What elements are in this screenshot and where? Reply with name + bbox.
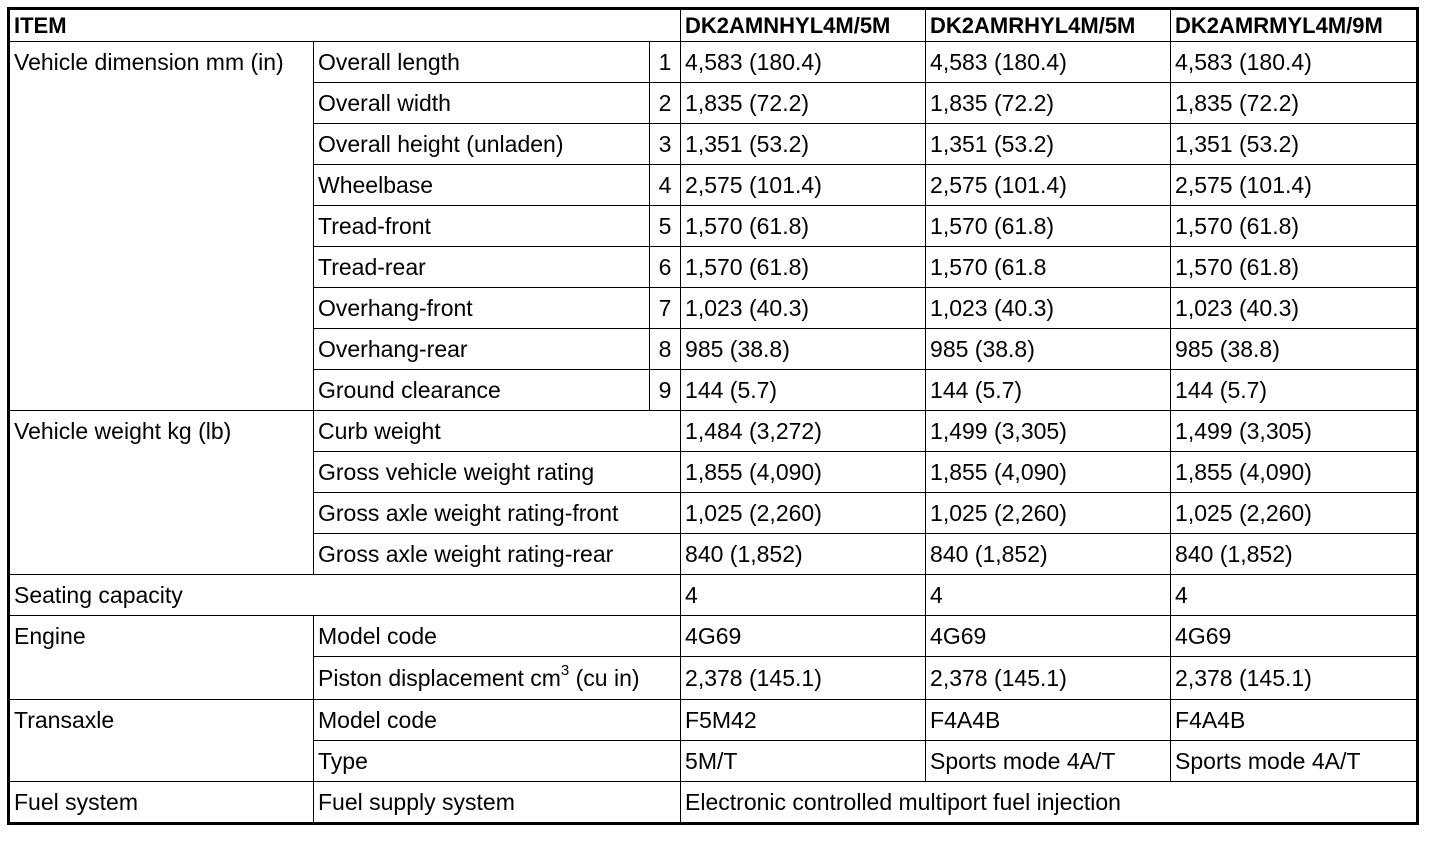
row-label: Gross vehicle weight rating	[314, 452, 681, 493]
table-cell: 1,835 (72.2)	[1171, 83, 1418, 124]
table-row	[9, 782, 1418, 824]
row-label: Model code	[314, 700, 681, 741]
group-label-seating: Seating capacity	[9, 575, 681, 616]
table-cell: 1,484 (3,272)	[681, 411, 926, 452]
header-row	[9, 9, 1418, 42]
table-cell: 2,378 (145.1)	[681, 657, 926, 700]
table-cell: 2,575 (101.4)	[681, 165, 926, 206]
table-cell: 1,570 (61.8	[926, 247, 1171, 288]
table-cell: 1,499 (3,305)	[1171, 411, 1418, 452]
header-model: DK2AMNHYL4M/5M	[681, 9, 926, 42]
row-label: Curb weight	[314, 411, 681, 452]
table-cell: 840 (1,852)	[1171, 534, 1418, 575]
row-label: Model code	[314, 616, 681, 657]
row-number: 4	[650, 165, 681, 206]
row-label	[314, 657, 681, 700]
table-cell: 2,575 (101.4)	[926, 165, 1171, 206]
row-number: 3	[650, 124, 681, 165]
table-cell: 1,023 (40.3)	[681, 288, 926, 329]
table-cell: 1,570 (61.8)	[1171, 206, 1418, 247]
table-cell: 840 (1,852)	[681, 534, 926, 575]
row-number: 9	[650, 370, 681, 411]
table-cell: 985 (38.8)	[681, 329, 926, 370]
row-label: Overall height (unladen)	[314, 124, 650, 165]
table-cell: 4,583 (180.4)	[1171, 42, 1418, 83]
row-label: Overall length	[314, 42, 650, 83]
table-cell: F5M42	[681, 700, 926, 741]
row-label: Overhang-front	[314, 288, 650, 329]
table-cell: 840 (1,852)	[926, 534, 1171, 575]
table-cell: Electronic controlled multiport fuel injection	[681, 782, 1418, 824]
row-label: Ground clearance	[314, 370, 650, 411]
table-cell: 1,855 (4,090)	[926, 452, 1171, 493]
table-cell: Sports mode 4A/T	[1171, 741, 1418, 782]
group-label-dimension: Vehicle dimension mm (in)	[9, 42, 314, 411]
group-label-engine: Engine	[9, 616, 314, 700]
table-cell: 985 (38.8)	[1171, 329, 1418, 370]
row-label: Overall width	[314, 83, 650, 124]
specifications-table	[7, 7, 1419, 825]
table-row	[9, 700, 1418, 741]
table-cell: 985 (38.8)	[926, 329, 1171, 370]
table-cell: 1,351 (53.2)	[681, 124, 926, 165]
row-label: Fuel supply system	[314, 782, 681, 824]
table-cell: 5M/T	[681, 741, 926, 782]
row-number: 2	[650, 83, 681, 124]
row-label: Gross axle weight rating-front	[314, 493, 681, 534]
group-label-weight: Vehicle weight kg (lb)	[9, 411, 314, 575]
table-cell: 2,575 (101.4)	[1171, 165, 1418, 206]
table-cell: 1,499 (3,305)	[926, 411, 1171, 452]
table-cell: F4A4B	[926, 700, 1171, 741]
table-cell: 4	[1171, 575, 1418, 616]
table-cell: 1,570 (61.8)	[1171, 247, 1418, 288]
table-cell: 4,583 (180.4)	[681, 42, 926, 83]
table-cell: 1,570 (61.8)	[681, 247, 926, 288]
group-label-transaxle: Transaxle	[9, 700, 314, 782]
label-text: (cu in)	[569, 665, 640, 691]
header-model: DK2AMRHYL4M/5M	[926, 9, 1171, 42]
table-cell: 4	[926, 575, 1171, 616]
table-cell: 4G69	[681, 616, 926, 657]
table-cell: 144 (5.7)	[1171, 370, 1418, 411]
row-number: 6	[650, 247, 681, 288]
row-number: 8	[650, 329, 681, 370]
table-cell: 1,570 (61.8)	[926, 206, 1171, 247]
row-label: Overhang-rear	[314, 329, 650, 370]
label-text: Piston displacement cm	[318, 665, 561, 691]
row-label: Gross axle weight rating-rear	[314, 534, 681, 575]
table-cell: 2,378 (145.1)	[926, 657, 1171, 700]
table-cell: 1,835 (72.2)	[926, 83, 1171, 124]
header-model: DK2AMRMYL4M/9M	[1171, 9, 1418, 42]
table-row	[9, 575, 1418, 616]
table-cell: 4G69	[926, 616, 1171, 657]
table-cell: 1,835 (72.2)	[681, 83, 926, 124]
row-label: Wheelbase	[314, 165, 650, 206]
table-cell: 1,351 (53.2)	[926, 124, 1171, 165]
superscript: 3	[560, 662, 570, 680]
table-cell: 2,378 (145.1)	[1171, 657, 1418, 700]
row-number: 5	[650, 206, 681, 247]
row-number: 7	[650, 288, 681, 329]
table-cell: Sports mode 4A/T	[926, 741, 1171, 782]
row-label: Type	[314, 741, 681, 782]
table-cell: 4G69	[1171, 616, 1418, 657]
table-cell: 4,583 (180.4)	[926, 42, 1171, 83]
table-row	[9, 411, 1418, 452]
table-cell: 1,025 (2,260)	[681, 493, 926, 534]
table-cell: 1,570 (61.8)	[681, 206, 926, 247]
table-cell: 1,025 (2,260)	[926, 493, 1171, 534]
header-item: ITEM	[9, 9, 681, 42]
table-cell: F4A4B	[1171, 700, 1418, 741]
table-row	[9, 616, 1418, 657]
table-cell: 144 (5.7)	[926, 370, 1171, 411]
table-cell: 4	[681, 575, 926, 616]
group-label-fuel: Fuel system	[9, 782, 314, 824]
table-row	[9, 42, 1418, 83]
row-label: Tread-rear	[314, 247, 650, 288]
table-cell: 1,023 (40.3)	[1171, 288, 1418, 329]
table-cell: 144 (5.7)	[681, 370, 926, 411]
table-cell: 1,855 (4,090)	[1171, 452, 1418, 493]
row-number: 1	[650, 42, 681, 83]
row-label: Tread-front	[314, 206, 650, 247]
table-cell: 1,023 (40.3)	[926, 288, 1171, 329]
table-cell: 1,025 (2,260)	[1171, 493, 1418, 534]
table-cell: 1,351 (53.2)	[1171, 124, 1418, 165]
table-cell: 1,855 (4,090)	[681, 452, 926, 493]
